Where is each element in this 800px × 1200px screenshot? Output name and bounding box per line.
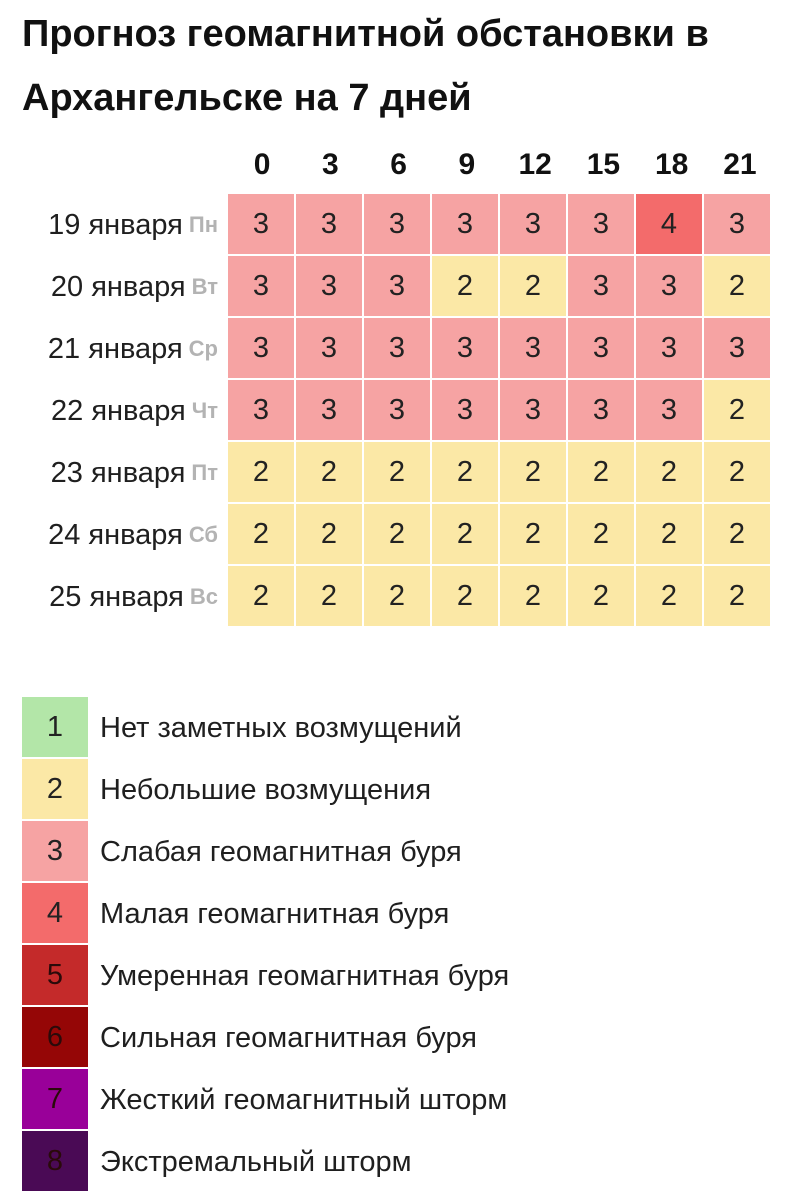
kp-cell: 2 [296,504,362,564]
kp-cell: 2 [500,504,566,564]
kp-cell: 3 [364,256,430,316]
kp-cell: 2 [704,380,770,440]
kp-cell: 3 [432,194,498,254]
legend-swatch: 8 [22,1131,88,1191]
hour-header-row [228,140,774,190]
kp-cell: 3 [296,194,362,254]
forecast-row [0,566,800,628]
kp-cell: 3 [636,256,702,316]
legend-swatch: 6 [22,1007,88,1067]
legend-label: Слабая геомагнитная буря [100,835,462,868]
kp-cell: 3 [568,256,634,316]
kp-cell: 3 [568,318,634,378]
kp-cell: 2 [364,442,430,502]
date-label: 22 января [51,394,186,427]
legend-item [22,759,782,821]
kp-cell: 3 [704,194,770,254]
kp-cell: 3 [228,380,294,440]
forecast-grid [0,194,800,628]
kp-cell: 2 [296,442,362,502]
weekday-label: Ср [188,336,218,361]
date-label: 21 января [47,332,183,365]
kp-cell: 3 [296,256,362,316]
kp-cell: 3 [364,194,430,254]
kp-cell: 2 [704,256,770,316]
forecast-row [0,504,800,566]
legend-swatch: 1 [22,697,88,757]
row-label [0,442,224,504]
kp-cell: 2 [432,256,498,316]
kp-cell: 2 [500,256,566,316]
hour-label: 21 [723,148,757,181]
legend-item [22,883,782,945]
kp-cell: 3 [228,194,294,254]
forecast-row [0,194,800,256]
weekday-label: Чт [191,398,218,423]
hour-label: 0 [253,148,271,181]
hour-label: 15 [586,148,621,181]
kp-cell: 3 [364,318,430,378]
weekday-label: Сб [188,522,218,547]
kp-cell: 3 [500,194,566,254]
weekday-label: Вс [189,584,218,609]
legend-item [22,1069,782,1131]
kp-cell: 2 [296,566,362,626]
kp-cell: 2 [704,566,770,626]
hour-label: 9 [458,148,476,181]
weekday-label: Пн [188,212,218,237]
kp-cell: 3 [636,318,702,378]
kp-cell: 2 [500,442,566,502]
row-label [0,380,224,442]
forecast-row [0,256,800,318]
kp-cell: 2 [704,504,770,564]
kp-cell: 2 [432,442,498,502]
kp-cell: 2 [568,442,634,502]
kp-cell: 2 [364,504,430,564]
kp-cell: 2 [432,566,498,626]
kp-cell: 2 [500,566,566,626]
date-label: 25 января [49,580,184,613]
legend-item [22,697,782,759]
legend-label: Нет заметных возмущений [100,711,462,744]
date-label: 19 января [48,208,183,241]
legend-label: Жесткий геомагнитный шторм [100,1083,508,1116]
kp-cell: 3 [500,380,566,440]
forecast-row [0,318,800,380]
kp-legend [22,697,782,1193]
row-label [0,194,224,256]
kp-cell: 2 [364,566,430,626]
kp-cell: 3 [228,256,294,316]
legend-swatch: 5 [22,945,88,1005]
hour-label: 12 [518,148,552,181]
row-label [0,318,224,380]
kp-cell: 2 [568,504,634,564]
legend-item [22,945,782,1007]
hour-label: 18 [654,148,689,181]
kp-cell: 3 [500,318,566,378]
legend-label: Сильная геомагнитная буря [100,1021,477,1054]
legend-item [22,821,782,883]
legend-label: Небольшие возмущения [100,773,432,806]
row-label [0,504,224,566]
legend-swatch: 4 [22,883,88,943]
row-label [0,256,224,318]
kp-cell: 2 [432,504,498,564]
kp-cell: 2 [228,442,294,502]
kp-cell: 2 [704,442,770,502]
kp-cell: 3 [432,318,498,378]
forecast-row [0,442,800,504]
legend-label: Малая геомагнитная буря [100,897,450,930]
kp-cell: 3 [704,318,770,378]
weekday-label: Пт [191,460,218,485]
kp-cell: 3 [364,380,430,440]
kp-cell: 4 [636,194,702,254]
legend-swatch: 2 [22,759,88,819]
hour-label: 6 [390,148,407,181]
row-label [0,566,224,628]
legend-item [22,1131,782,1193]
legend-item [22,1007,782,1069]
kp-cell: 3 [432,380,498,440]
kp-cell: 3 [568,380,634,440]
weekday-label: Вт [191,274,218,299]
kp-cell: 3 [636,380,702,440]
date-label: 24 января [48,518,183,551]
legend-swatch: 3 [22,821,88,881]
kp-cell: 2 [636,504,702,564]
kp-cell: 2 [568,566,634,626]
legend-label: Экстремальный шторм [100,1145,412,1178]
forecast-row [0,380,800,442]
legend-swatch: 7 [22,1069,88,1129]
kp-cell: 2 [228,566,294,626]
kp-cell: 2 [228,504,294,564]
legend-label: Умеренная геомагнитная буря [100,959,510,992]
hour-label: 3 [322,148,339,181]
date-label: 20 января [50,270,186,303]
kp-cell: 3 [296,380,362,440]
kp-cell: 3 [296,318,362,378]
kp-cell: 2 [636,566,702,626]
kp-cell: 3 [228,318,294,378]
kp-cell: 3 [568,194,634,254]
date-label: 23 января [50,456,186,489]
kp-cell: 2 [636,442,702,502]
page-title: Прогноз геомагнитной обстановки в Архангельске на 7 дней [22,13,709,119]
